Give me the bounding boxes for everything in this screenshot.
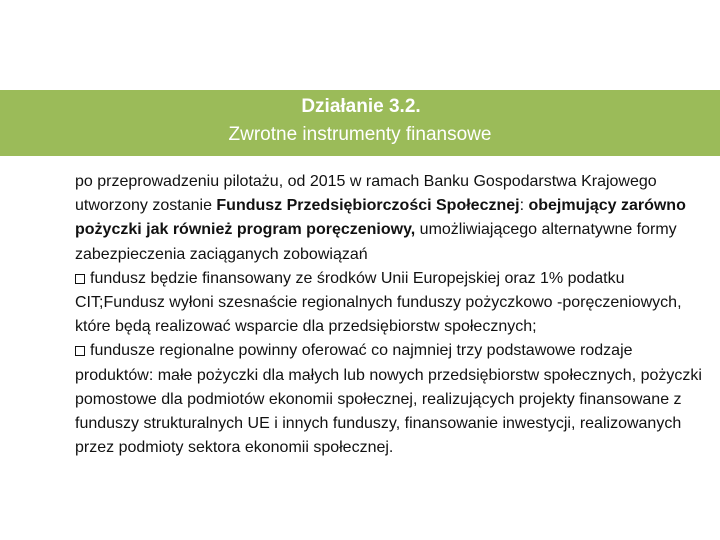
slide-subtitle: Zwrotne instrumenty finansowe xyxy=(228,124,492,145)
intro-continuation: umożliwiającego alternatywne formy zabezpieczenia zaciąganych zobowiązań xyxy=(75,221,677,263)
title-banner xyxy=(0,90,720,156)
slide-body xyxy=(75,170,715,460)
bullet-text: fundusze regionalne powinny oferować co najmniej trzy podstawowe rodzaje produktów: małe pożyczki dla małych lub nowych przedsiębiorstw społecznych, pożyczki pomostowe dla podmiotów ekonomii społecznej, realizujących projekty finansowane z funduszy strukturalnych UE i innych funduszy, finansowanie inwestycji, realizowanych przez podmioty sektora ekonomii społecznej. xyxy=(75,342,702,457)
checkbox-bullet-icon xyxy=(75,274,85,284)
bullet-item xyxy=(75,339,715,460)
intro-paragraph xyxy=(75,170,715,267)
bullet-text: fundusz będzie finansowany ze środków Unii Europejskiej oraz 1% podatku CIT;Fundusz wyłoni szesnaście regionalnych funduszy pożyczkowo -poręczeniowych, które będą realizować wsparcie dla przedsiębiorstw społecznych; xyxy=(75,269,682,336)
intro-colon: : xyxy=(519,197,529,215)
bullet-item xyxy=(75,267,715,340)
intro-text: po przeprowadzeniu pilotażu, od 2015 w ramach Banku Gospodarstwa Krajowego utworzony zostanie xyxy=(75,173,657,215)
fund-name: Fundusz Przedsiębiorczości Społecznej xyxy=(216,197,520,215)
checkbox-bullet-icon xyxy=(75,346,85,356)
slide-title: Działanie 3.2. xyxy=(301,96,421,117)
fund-scope: obejmujący zarówno pożyczki jak również program poręczeniowy, xyxy=(75,197,686,239)
